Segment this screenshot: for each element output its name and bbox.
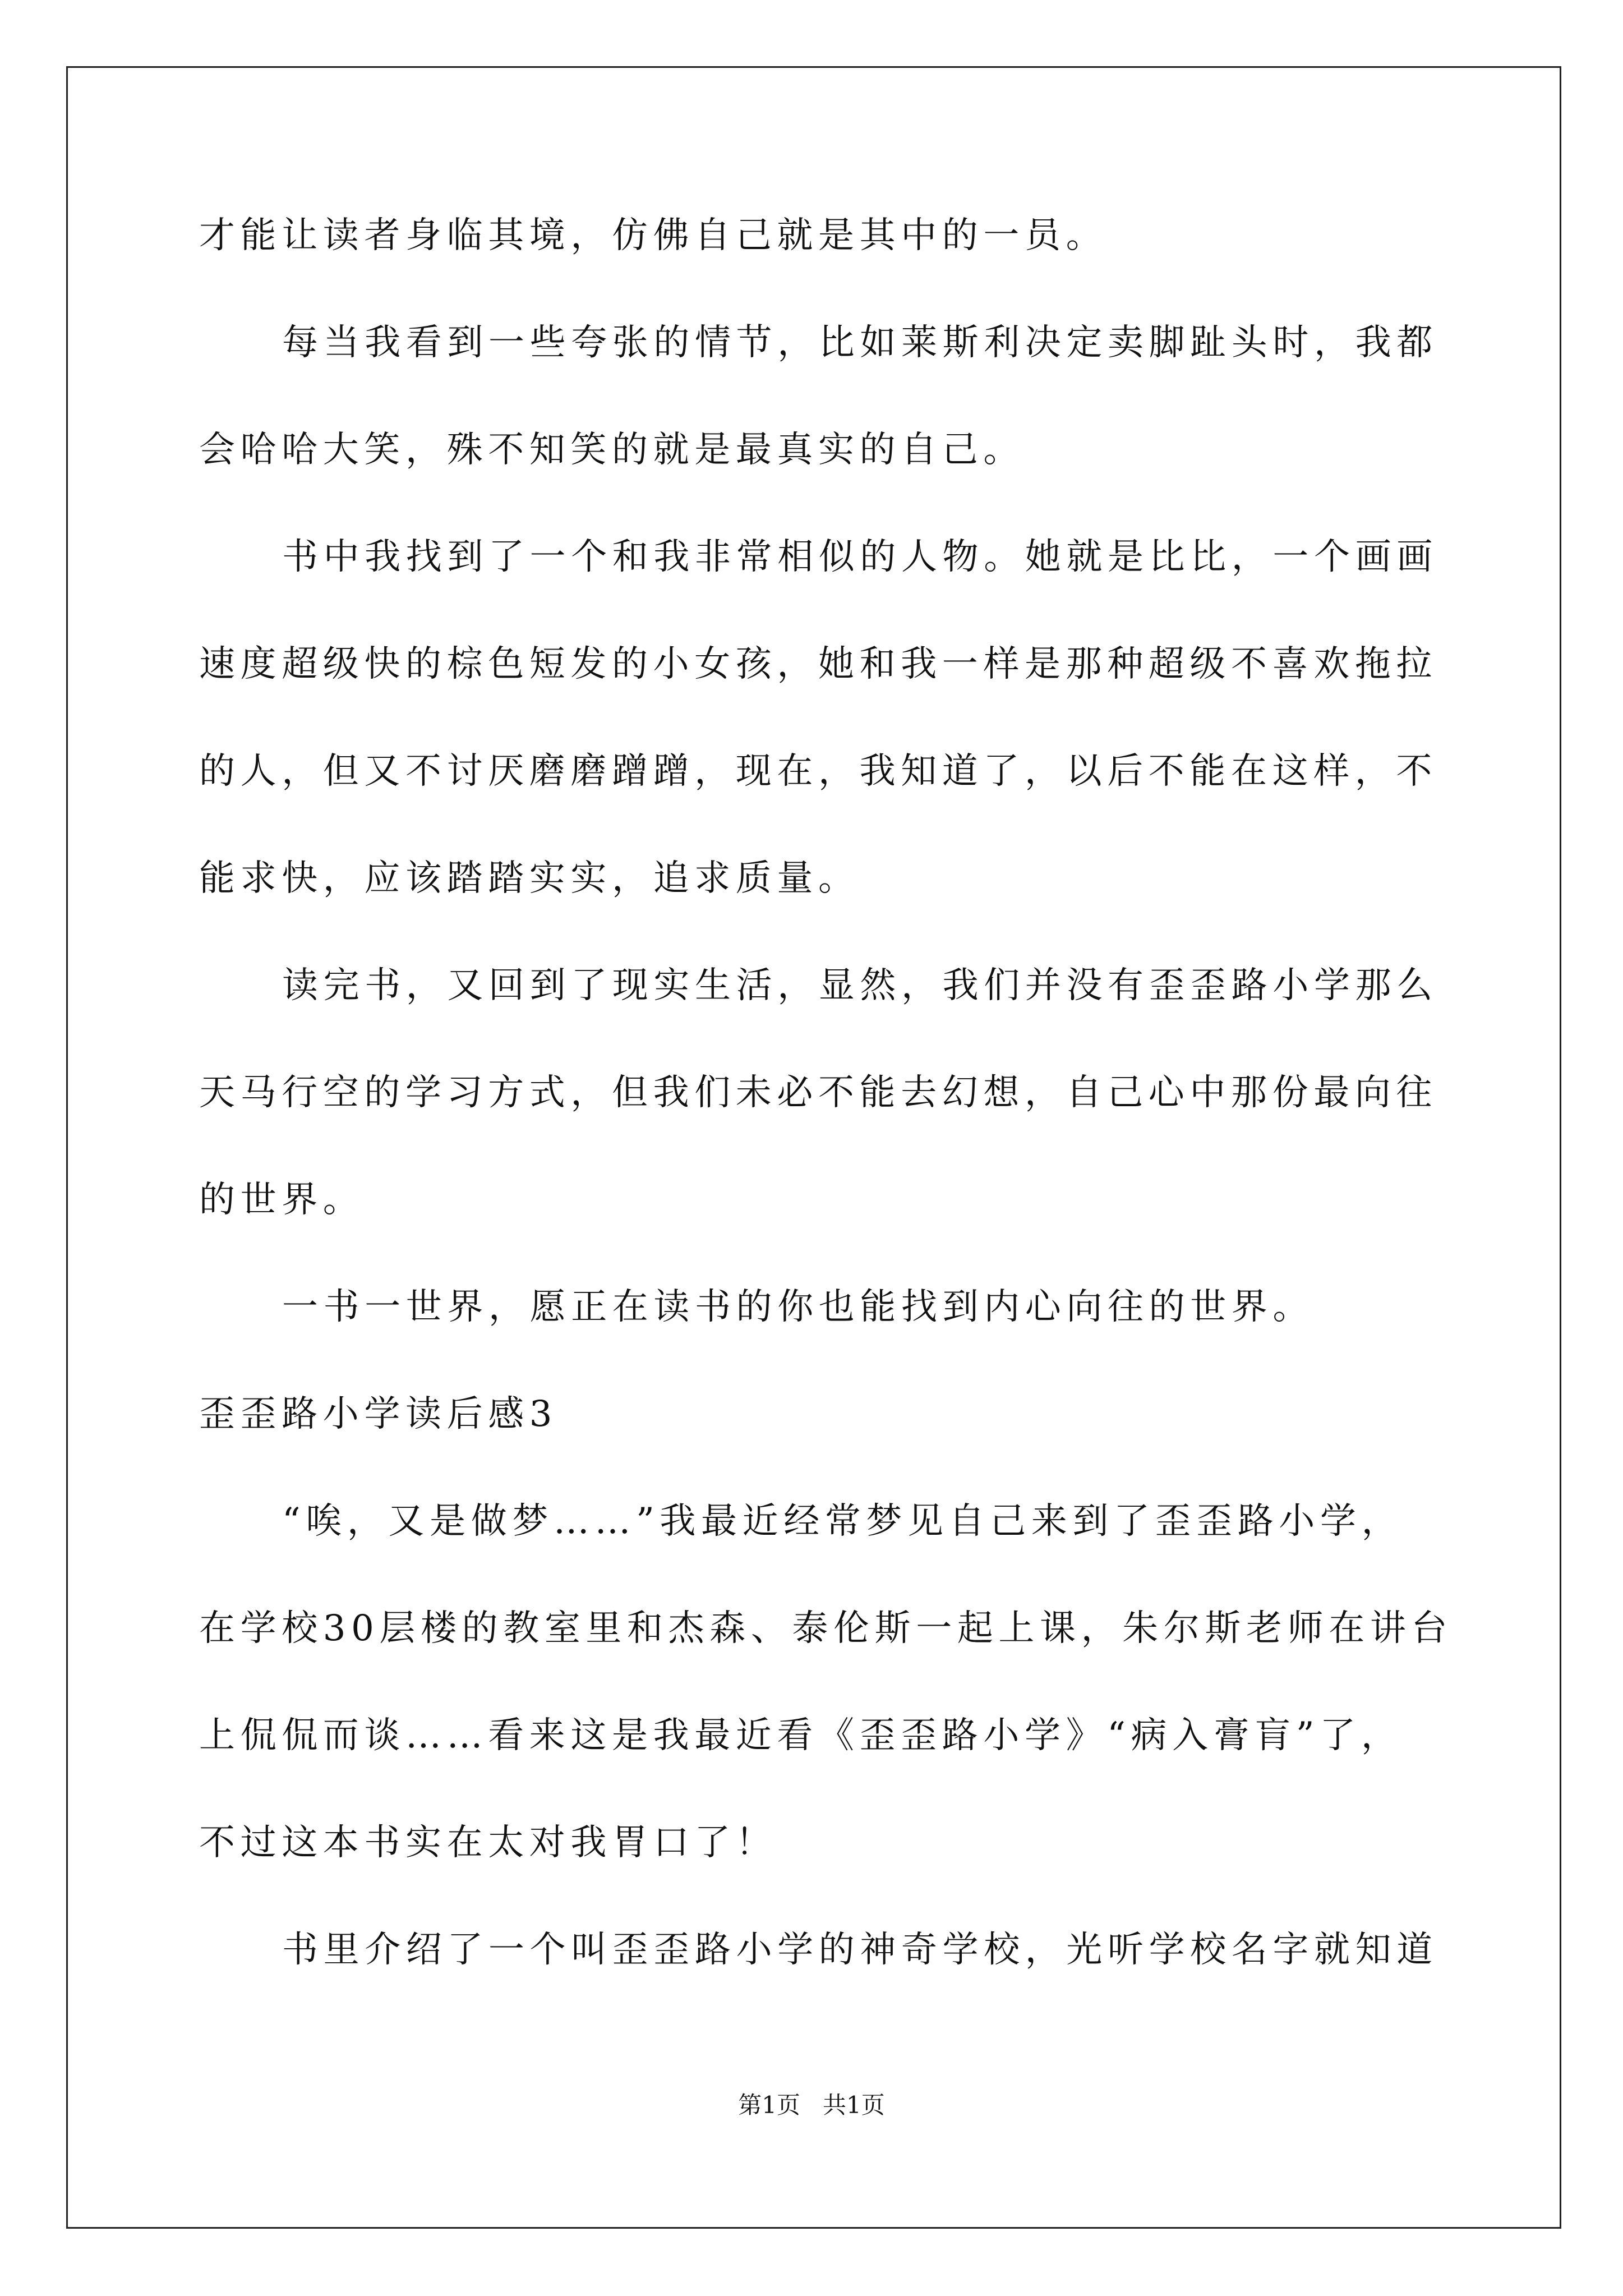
text-line: 的世界。 (199, 1179, 365, 1221)
text-line: 一书一世界，愿正在读书的你也能找到内心向往的世界。 (282, 1286, 1314, 1328)
text-line: 会哈哈大笑，殊不知笑的就是最真实的自己。 (199, 429, 1025, 471)
text-line: 在学校30层楼的教室里和杰森、泰伦斯一起上课，朱尔斯老师在讲台 (199, 1608, 1453, 1649)
text-line: 天马行空的学习方式，但我们未必不能去幻想，自己心中那份最向往 (199, 1072, 1437, 1114)
text-line: 书里介绍了一个叫歪歪路小学的神奇学校，光听学校名字就知道 (282, 1929, 1438, 1971)
page-border (66, 66, 1561, 2229)
page-footer: 第1页 共1页 (738, 2091, 885, 2119)
section-heading: 歪歪路小学读后感3 (199, 1393, 558, 1435)
text-line: 速度超级快的棕色短发的小女孩，她和我一样是那种超级不喜欢拖拉 (199, 643, 1437, 685)
text-line: 书中我找到了一个和我非常相似的人物。她就是比比，一个画画 (282, 536, 1438, 578)
text-line: 读完书，又回到了现实生活，显然，我们并没有歪歪路小学那么 (282, 965, 1438, 1006)
text-line: 不过这本书实在太对我胃口了！ (199, 1822, 777, 1864)
text-line: “唉，又是做梦……”我最近经常梦见自己来到了歪歪路小学， (282, 1501, 1403, 1542)
text-line: 上侃侃而谈……看来这是我最近看《歪歪路小学》“病入膏肓”了， (199, 1715, 1403, 1756)
text-line: 的人，但又不讨厌磨磨蹭蹭，现在，我知道了，以后不能在这样，不 (199, 751, 1437, 792)
text-line: 每当我看到一些夸张的情节，比如莱斯利决定卖脚趾头时，我都 (282, 322, 1438, 364)
text-line: 才能让读者身临其境，仿佛自己就是其中的一员。 (199, 215, 1108, 256)
text-line: 能求快，应该踏踏实实，追求质量。 (199, 858, 860, 899)
